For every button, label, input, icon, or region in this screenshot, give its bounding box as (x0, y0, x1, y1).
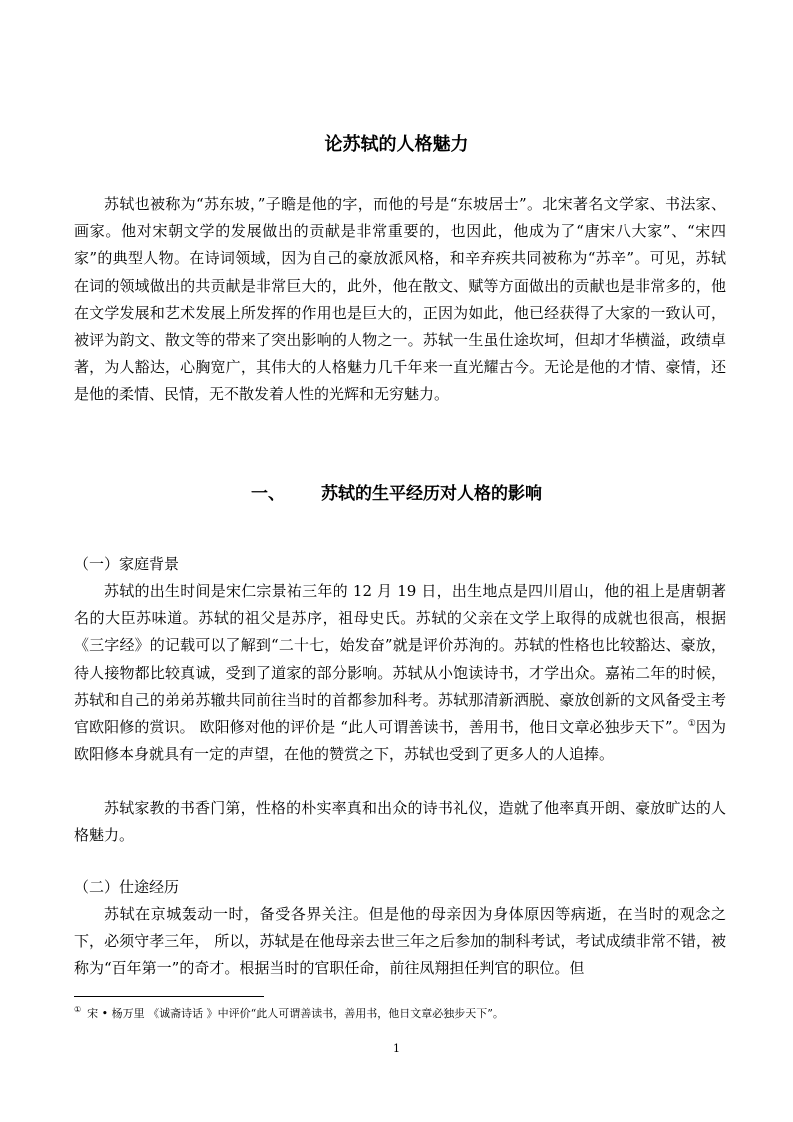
footnote-divider (74, 996, 264, 997)
page-number: 1 (393, 1042, 400, 1055)
footnote-mark: ① (74, 1005, 82, 1015)
footnote-text: 宋 • 杨万里 《诚斋诗话 》中评价“此人可谓善读书，善用书，他日文章必独步天下”。 (87, 1007, 504, 1020)
footnote (74, 1006, 504, 1022)
document-title: 论苏轼的人格魅力 (324, 134, 469, 155)
family-background-summary: 苏轼家教的书香门第，性格的朴实率真和出众的诗书礼仪，造就了他率真开朗、豪放旷达的人格魅力。 (74, 799, 726, 845)
section-title: 苏轼的生平经历对人格的影响 (321, 484, 542, 504)
subheading-family-background: （一）家庭背景 (74, 555, 180, 573)
family-paragraph-text: 苏轼的出生时间是宋仁宗景祐三年的 12 月 19 日，出生地点是四川眉山，他的祖上是唐朝著名的大臣苏味道。苏轼的祖父是苏序，祖母史氏。苏轼的父亲在文学上取得的成就也很高，根据《三字经》的记载可以了解到“二十七，始发奋”就是评价苏洵的。苏轼的性格也比较豁达、豪放，待人接物都比较真诚，受到了道家的部分影响。苏轼从小饱读诗书，才学出众。嘉祐二年的时候，苏轼和自己的弟弟苏辙共同前往当时的首都参加科考。苏轼那清新洒脱、豪放创新的文风备受主考官欧阳修的赏识。 欧阳修对他的评价是 “此人可谓善读书，善用书，他日文章必独步天下”。 (74, 582, 726, 737)
subheading-career: （二）仕途经历 (74, 878, 180, 896)
section-number: 一、 (251, 484, 285, 504)
intro-paragraph: 苏轼也被称为“苏东坡，”子瞻是他的字，而他的号是“东坡居士”。北宋著名文学家、书法家、画家。他对宋朝文学的发展做出的贡献是非常重要的，也因此，他成为了“唐宋八大家”、“宋四家”的典型人物。在诗词领域，因为自己的豪放派风格，和辛弃疾共同被称为“苏辛”。可见，苏轼在词的领域做出的共贡献是非常巨大的，此外，他在散文、赋等方面做出的贡献也是非常多的，他在文学发展和艺术发展上所发挥的作用也是巨大的，正因为如此，他已经获得了大家的一致认可，被评为韵文、散文等的带来了突出影响的人物之一。苏轼一生虽仕途坎坷，但却才华横溢，政绩卓著，为人豁达，心胸宽广，其伟大的人格魅力几千年来一直光耀古今。无论是他的才情、豪情，还是他的柔情、民情，无不散发着人性的光辉和无穷魅力。 (74, 195, 726, 404)
section-heading (0, 480, 793, 508)
family-background-paragraph (74, 578, 726, 768)
career-paragraph: 苏轼在京城轰动一时，备受各界关注。但是他的母亲因为身体原因等病逝，在当时的观念之下，必须守孝三年， 所以，苏轼是在他母亲去世三年之后参加的制科考试，考试成绩非常不错，被称为“百年第一”的奇才。根据当时的官职任命，前往凤翔担任判官的职位。但 (74, 905, 726, 978)
footnote-reference[interactable]: ① (687, 719, 696, 730)
family-paragraph-continuation: 因为欧阳修本身就具有一定的声望，在他的赞赏之下，苏轼也受到了更多人的人追捧。 (74, 718, 726, 764)
